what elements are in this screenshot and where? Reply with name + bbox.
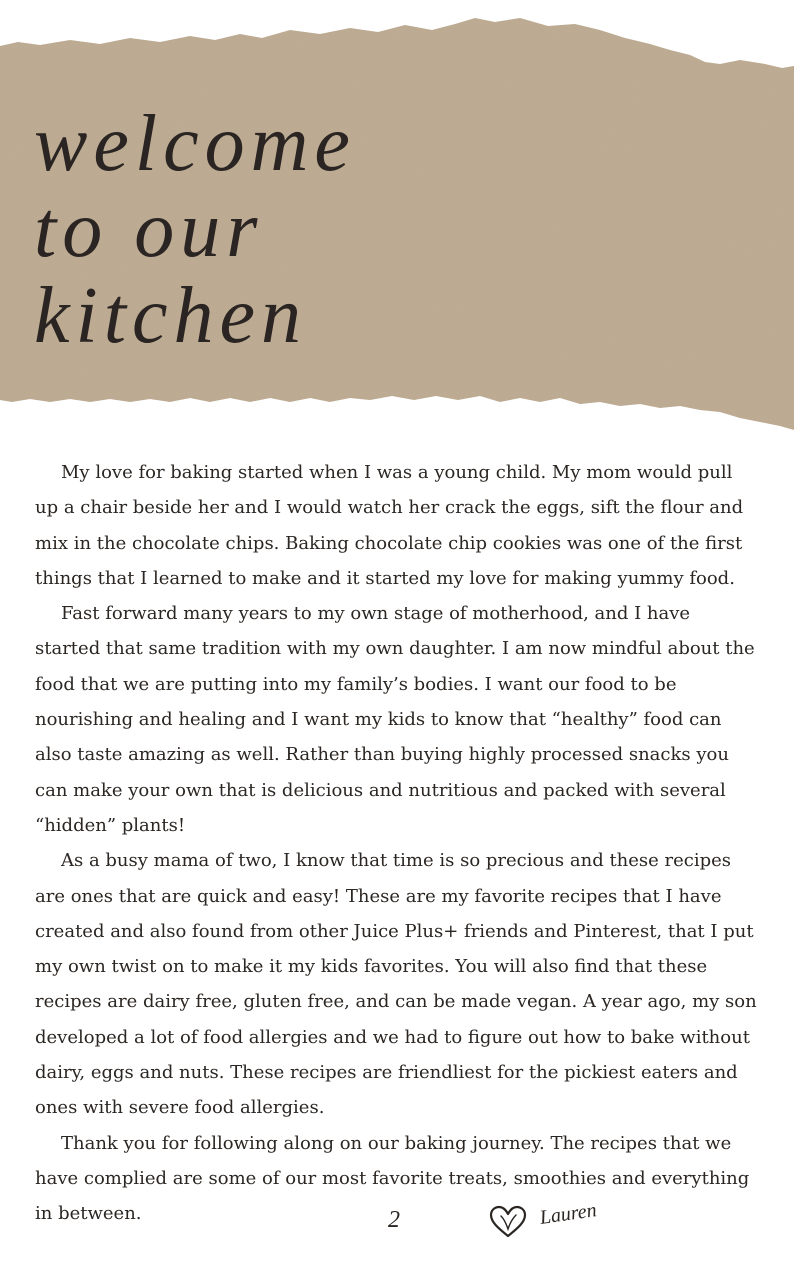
page-title-line-2: to our bbox=[34, 186, 264, 274]
page-footer bbox=[0, 1199, 794, 1243]
torn-paper-header bbox=[0, 0, 794, 440]
page-title-line-3: kitchen bbox=[34, 272, 307, 360]
paragraph-1: My love for baking started when I was a young child. My mom would pull up a chair beside her and I would watch her crack the eggs, sift the flour and mix in the chocolate chips. Baking chocolate chip cookies was one of the first things that I learned to make and it started my love for making yummy food. bbox=[35, 462, 744, 589]
paragraph-3: As a busy mama of two, I know that time is so precious and these recipes are ones that are quick and easy! These are my favorite recipes that I have created and also found from other Juice Plus+ friends and Pinterest, that I put my own twist on to make it my kids favorites. You will also find that these recipes are dairy free, gluten free, and can be made vegan. A year ago, my son developed a lot of food allergies and we had to figure out how to bake without dairy, eggs and nuts. These recipes are friendliest for the pickiest eaters and ones with severe food allergies. bbox=[35, 850, 757, 1119]
author-signature: Lauren bbox=[538, 1199, 598, 1229]
heart-icon bbox=[488, 1205, 528, 1243]
intro-letter bbox=[35, 455, 759, 1232]
paragraph-2: Fast forward many years to my own stage of motherhood, and I have started that same tradition with my own daughter. I am now mindful about the food that we are putting into my family’s bodies. I want our food to be nourishing and healing and I want my kids to know that “healthy” food can also taste amazing as well. Rather than buying highly processed snacks you can make your own that is delicious and nutritious and packed with several “hidden” plants! bbox=[35, 603, 755, 836]
page-title-line-1: welcome bbox=[34, 100, 356, 188]
page-number: 2 bbox=[388, 1207, 400, 1233]
paragraph-4: Thank you for following along on our baking journey. The recipes that we have complied are some of our most favorite treats, smoothies and everything in between. bbox=[35, 1132, 750, 1225]
